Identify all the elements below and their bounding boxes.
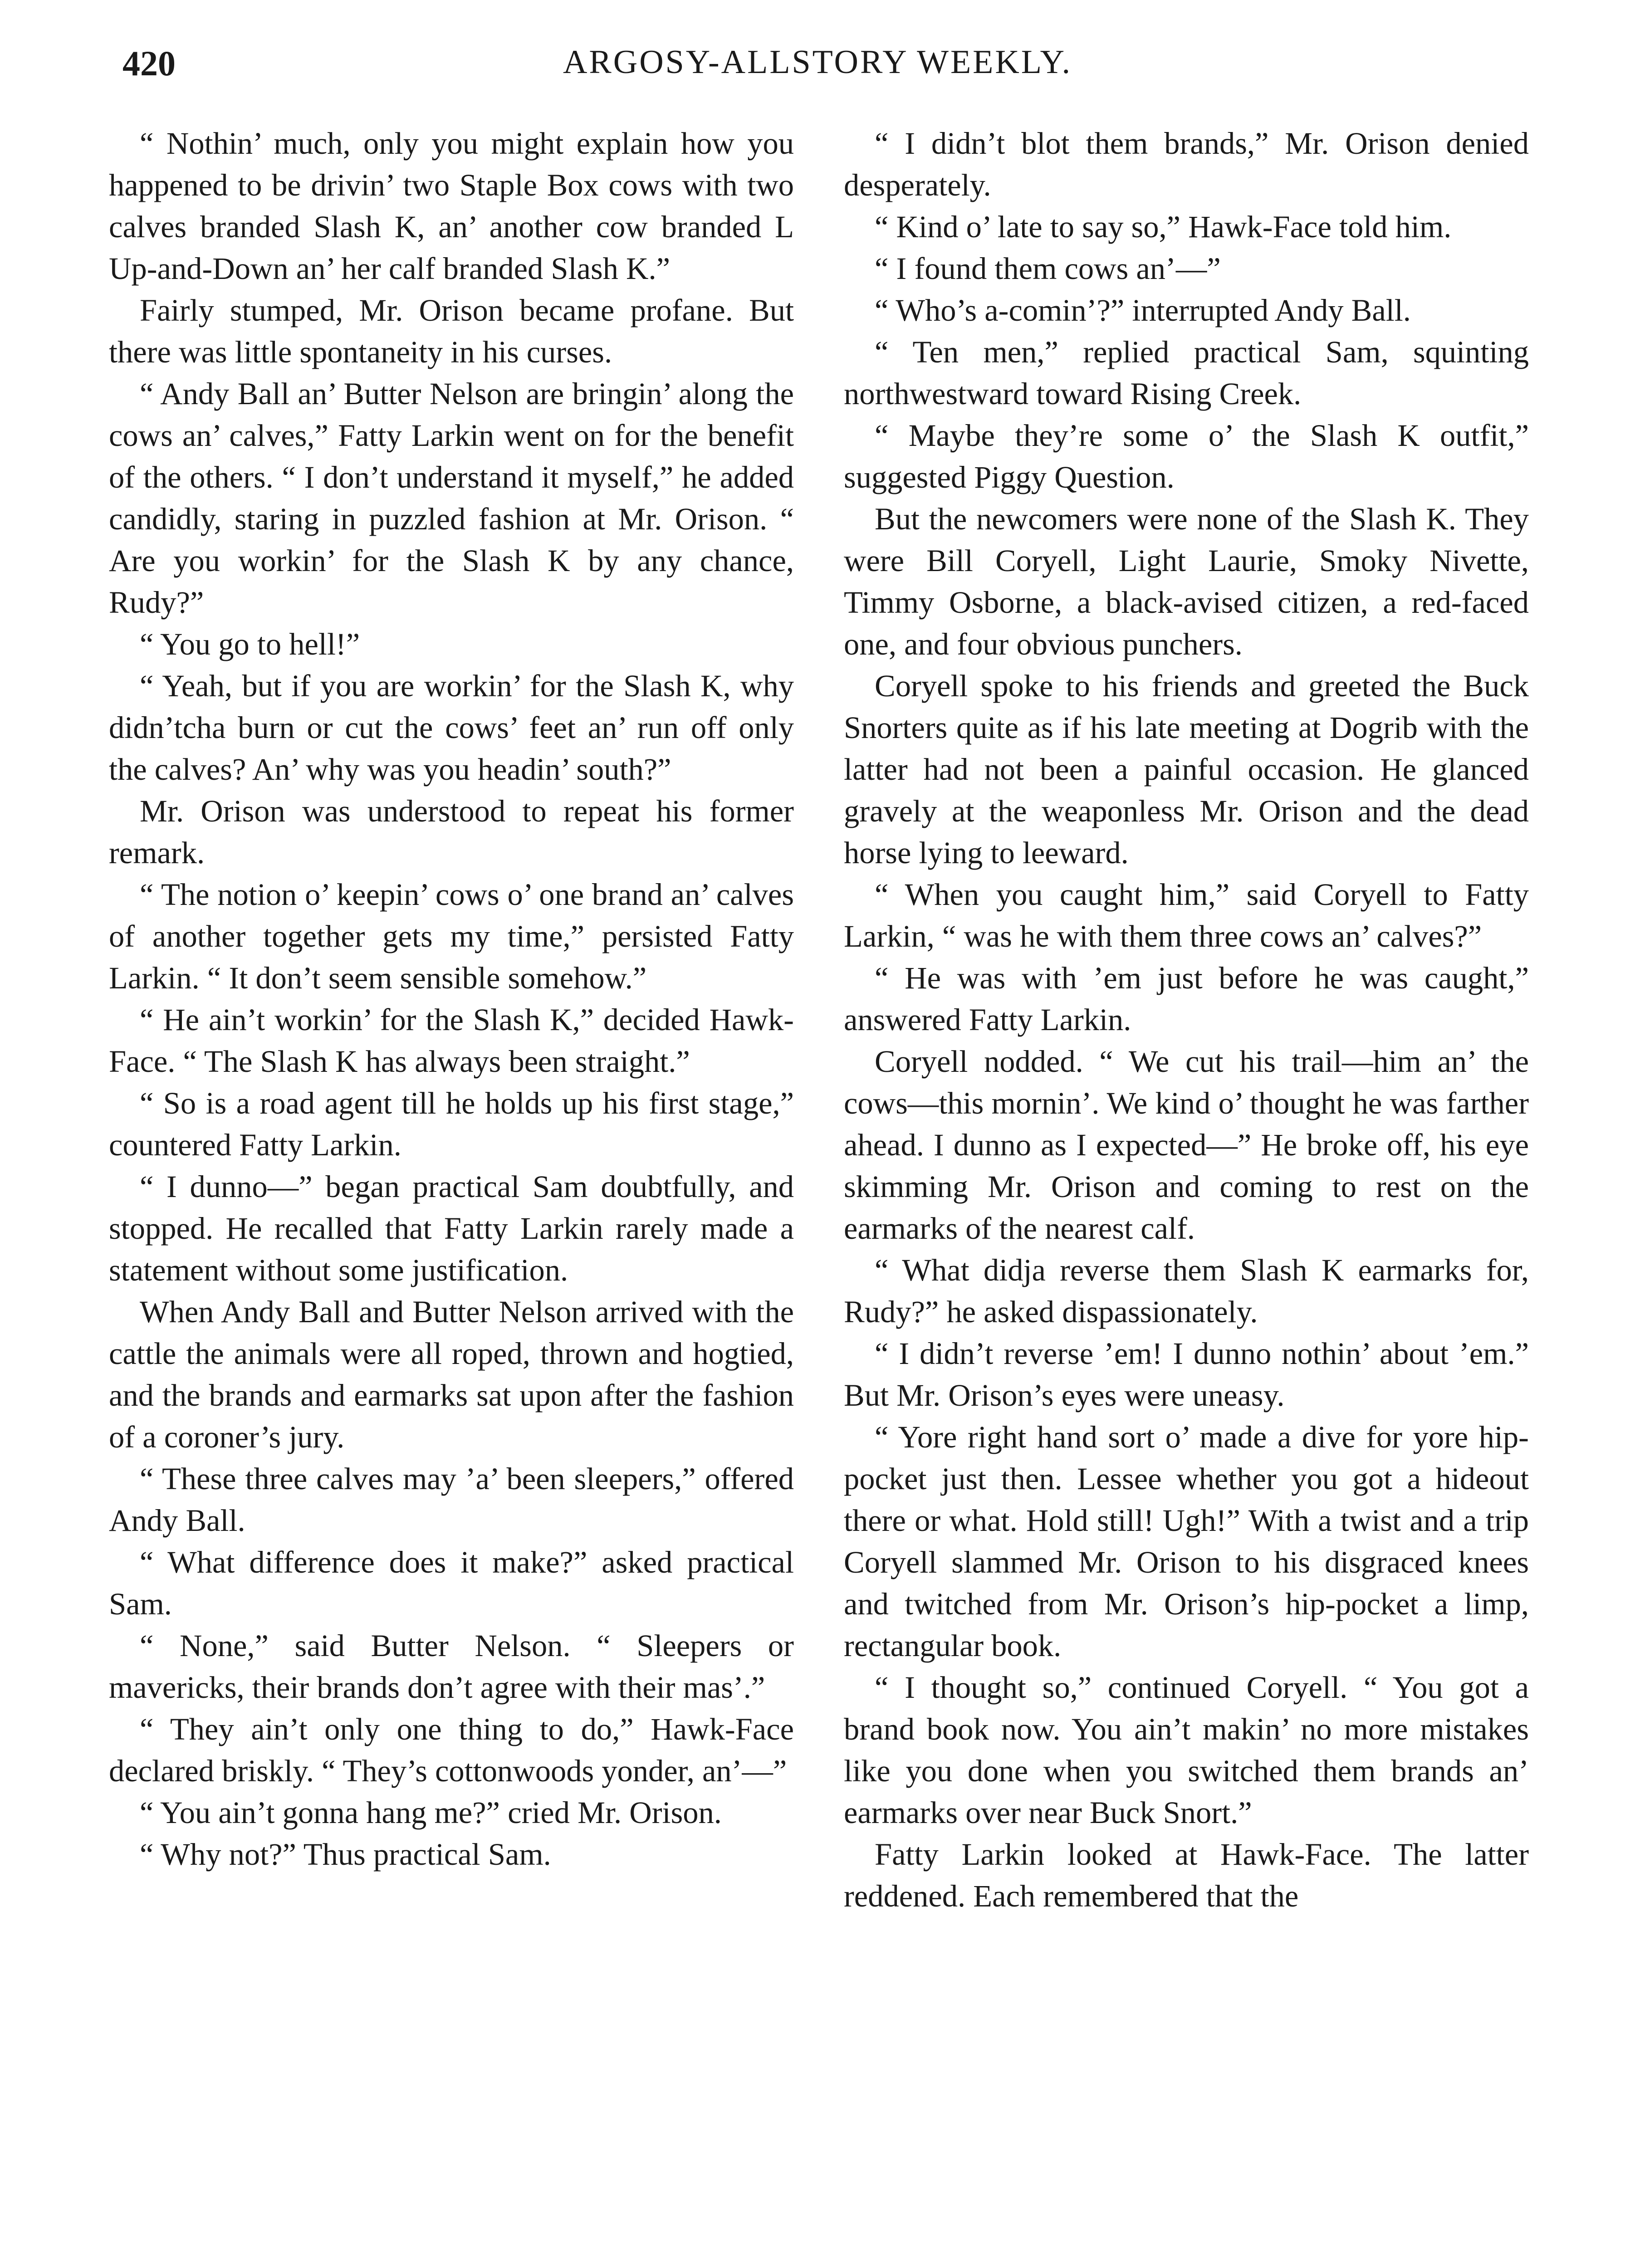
paragraph: “ These three calves may ’a’ been sleepers,” offered Andy Ball. [109, 1461, 794, 1538]
paragraph: Fairly stumped, Mr. Orison became profane. But there was little spontaneity in his curses. [109, 293, 794, 369]
paragraph: “ He ain’t workin’ for the Slash K,” decided Hawk-Face. “ The Slash K has always been straight.” [109, 1002, 794, 1079]
page-header [122, 43, 1513, 102]
paragraph: “ Yeah, but if you are workin’ for the Slash K, why didn’tcha burn or cut the cows’ feet an’ run off only the calves? An’ why was you headin’ south?” [109, 669, 794, 787]
paragraph: “ What difference does it make?” asked practical Sam. [109, 1545, 794, 1621]
paragraph: “ I found them cows an’—” [875, 251, 1221, 286]
text-columns [109, 122, 1529, 2268]
paragraph: “ None,” said Butter Nelson. “ Sleepers or mavericks, their brands don’t agree with their mas’.” [109, 1628, 794, 1705]
paragraph: “ What didja reverse them Slash K earmarks for, Rudy?” he asked dispassionately. [844, 1253, 1529, 1329]
paragraph: “ Andy Ball an’ Butter Nelson are bringin’ along the cows an’ calves,” Fatty Larkin went on for the benefit of the others. “ I don’t understand it myself,” he added candidly, staring in puzzled fashion at Mr. Orison. “ Are you workin’ for the Slash K by any chance, Rudy?” [109, 376, 794, 620]
left-column [109, 122, 794, 2268]
page-number: 420 [122, 44, 176, 83]
paragraph: “ You ain’t gonna hang me?” cried Mr. Orison. [140, 1795, 722, 1830]
paragraph: Coryell spoke to his friends and greeted the Buck Snorters quite as if his late meeting at Dogrib with the latter had not been a painful occasion. He glanced gravely at the weaponless Mr. Orison and the dead horse lying to leeward. [844, 669, 1529, 870]
paragraph: “ Yore right hand sort o’ made a dive for yore hip-pocket just then. Lessee whether you got a hideout there or what. Hold still! Ugh!” With a twist and a trip Coryell slammed Mr. Orison to his disgraced knees and twitched from Mr. Orison’s hip-pocket a limp, rectangular book. [844, 1420, 1529, 1663]
paragraph: “ Kind o’ late to say so,” Hawk-Face told him. [875, 210, 1452, 244]
paragraph: “ When you caught him,” said Coryell to Fatty Larkin, “ was he with them three cows an’ calves?” [844, 877, 1529, 953]
paragraph: “ I dunno—” began practical Sam doubtfully, and stopped. He recalled that Fatty Larkin rarely made a statement without some justification. [109, 1169, 794, 1287]
paragraph: “ I thought so,” continued Coryell. “ You got a brand book now. You ain’t makin’ no more mistakes like you done when you switched them brands an’ earmarks over near Buck Snort.” [844, 1670, 1529, 1830]
paragraph: “ I didn’t reverse ’em! I dunno nothin’ about ’em.” But Mr. Orison’s eyes were uneasy. [844, 1336, 1529, 1413]
paragraph: Coryell nodded. “ We cut his trail—him an’ the cows—this mornin’. We kind o’ thought he was farther ahead. I dunno as I expected—” He broke off, his eye skimming Mr. Orison and coming to rest on the earmarks of the nearest calf. [844, 1044, 1529, 1246]
paragraph: “ Nothin’ much, only you might explain how you happened to be drivin’ two Staple Box cows with two calves branded Slash K, an’ another cow branded L Up-and-Down an’ her calf branded Slash K.” [109, 126, 794, 286]
paragraph: But the newcomers were none of the Slash K. They were Bill Coryell, Light Laurie, Smoky Nivette, Timmy Osborne, a black-avised citizen, a red-faced one, and four obvious punchers. [844, 502, 1529, 661]
paragraph: “ They ain’t only one thing to do,” Hawk-Face declared briskly. “ They’s cottonwoods yonder, an’—” [109, 1712, 794, 1788]
paragraph: “ I didn’t blot them brands,” Mr. Orison denied desperately. [844, 126, 1529, 202]
paragraph: “ Why not?” Thus practical Sam. [140, 1837, 551, 1872]
paragraph: When Andy Ball and Butter Nelson arrived with the cattle the animals were all roped, thrown and hogtied, and the brands and earmarks sat upon after the fashion of a coroner’s jury. [109, 1295, 794, 1454]
paragraph: Mr. Orison was understood to repeat his former remark. [109, 794, 794, 870]
paragraph: “ The notion o’ keepin’ cows o’ one brand an’ calves of another together gets my time,” persisted Fatty Larkin. “ It don’t seem sensible somehow.” [109, 877, 794, 995]
paragraph: “ So is a road agent till he holds up his first stage,” countered Fatty Larkin. [109, 1086, 794, 1162]
paragraph: “ Who’s a-comin’?” interrupted Andy Ball. [875, 293, 1411, 327]
paragraph: “ Ten men,” replied practical Sam, squinting northwestward toward Rising Creek. [844, 335, 1529, 411]
paragraph: “ You go to hell!” [140, 627, 360, 661]
paragraph: Fatty Larkin looked at Hawk-Face. The latter reddened. Each remembered that the [844, 1837, 1529, 1913]
running-head: ARGOSY-ALLSTORY WEEKLY. [563, 44, 1072, 81]
paragraph: “ Maybe they’re some o’ the Slash K outfit,” suggested Piggy Question. [844, 418, 1529, 494]
paragraph: “ He was with ’em just before he was caught,” answered Fatty Larkin. [844, 961, 1529, 1037]
right-column [844, 122, 1529, 2268]
